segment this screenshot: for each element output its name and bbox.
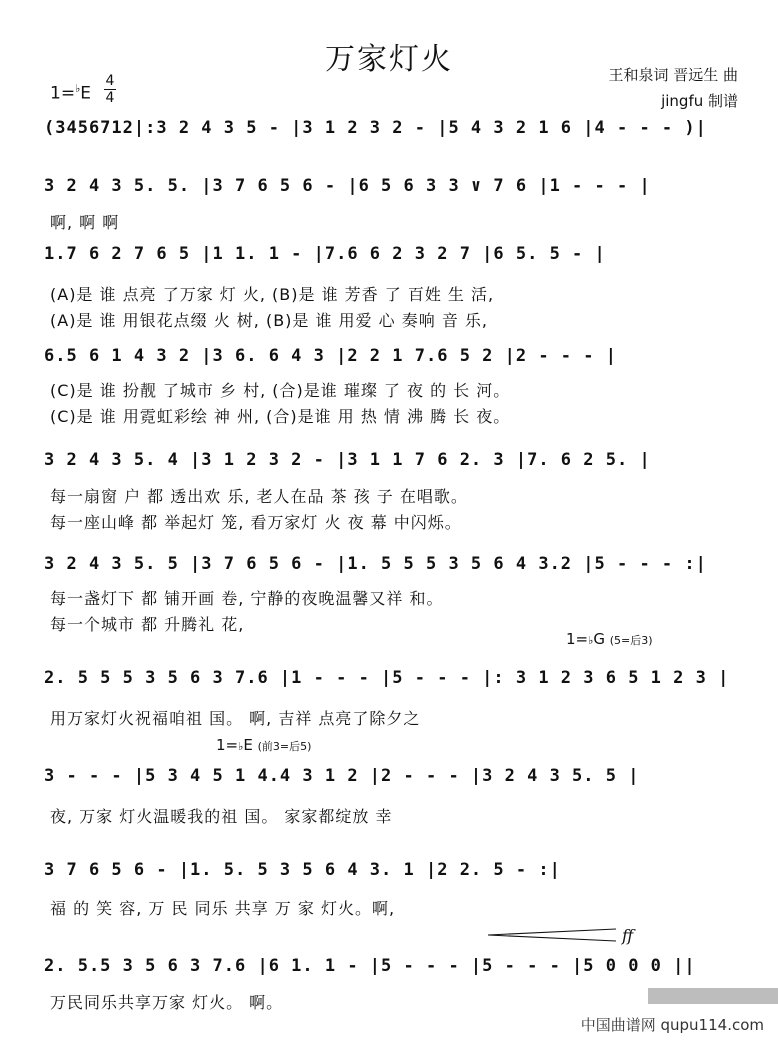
notes: 1.7 6 2 7 6 5 |1 1. 1 - |7.6 6 2 3 2 7 |6 5. 5 - | — [44, 244, 606, 264]
key-change-note: E — [243, 736, 253, 754]
page-title: 万家灯火 — [325, 42, 453, 77]
notes: (3456712|:3 2 4 3 5 - |3 1 2 3 2 - |5 4 3 2 1 6 |4 - - - )| — [44, 118, 707, 138]
key-signature — [50, 82, 91, 104]
time-sig-bottom: 4 — [105, 90, 115, 106]
time-signature — [104, 74, 116, 105]
lyric-line: 夜, 万家 灯火温暖我的祖 国。 家家都绽放 幸 — [50, 807, 393, 826]
site-watermark: 中国曲谱网 qupu114.com — [580, 1016, 764, 1034]
time-sig-top: 4 — [105, 73, 115, 89]
lyric-line: (A)是 谁 点亮 了万家 灯 火, (B)是 谁 芳香 了 百姓 生 活, — [50, 285, 495, 304]
dynamics-marking: ff — [622, 926, 634, 945]
note-line — [44, 450, 744, 478]
lyric-line: 每一扇窗 户 都 透出欢 乐, 老人在品 茶 孩 子 在唱歌。 — [50, 487, 468, 506]
note-line — [44, 766, 744, 794]
key-prefix: 1= — [50, 83, 76, 104]
lyric-line: 用万家灯火祝福咱祖 国。 啊, 吉祥 点亮了除夕之 — [50, 709, 421, 728]
key-change-label: 1= — [566, 630, 589, 648]
footer-bar — [648, 988, 778, 1004]
note-line — [44, 956, 744, 984]
flat-symbol: ♭ — [588, 634, 594, 647]
lyric-line: 福 的 笑 容, 万 民 同乐 共享 万 家 灯火。啊, — [50, 899, 396, 918]
notes: 2. 5 5 5 3 5 6 3 7.6 |1 - - - |5 - - - |: 3 1 2 3 6 5 1 2 3 | — [44, 668, 730, 688]
key-change-detail: (前3=后5) — [257, 740, 312, 753]
notes: 3 2 4 3 5. 4 |3 1 2 3 2 - |3 1 1 7 6 2. 3 |7. 6 2 5. | — [44, 450, 651, 470]
lyric-line: 万民同乐共享万家 灯火。 啊。 — [50, 993, 284, 1012]
crescendo-hairpin — [488, 928, 618, 942]
key-change — [216, 736, 311, 754]
lyric-line: 啊, 啊 啊 — [50, 213, 120, 232]
notes: 3 7 6 5 6 - |1. 5. 5 3 5 6 4 3. 1 |2 2. 5 - :| — [44, 860, 561, 880]
notes: 3 2 4 3 5. 5 |3 7 6 5 6 - |1. 5 5 5 3 5 6 4 3.2 |5 - - - :| — [44, 554, 707, 574]
note-line — [44, 346, 744, 374]
transcriber-credit: jingfu 制谱 — [661, 92, 738, 110]
lyric-line: 每一座山峰 都 举起灯 笼, 看万家灯 火 夜 幕 中闪烁。 — [50, 513, 462, 532]
note-line — [44, 860, 744, 888]
notes: 3 2 4 3 5. 5. |3 7 6 5 6 - |6 5 6 3 3 ∨ 7 6 |1 - - - | — [44, 176, 651, 196]
note-line — [44, 244, 744, 272]
note-line — [44, 668, 744, 696]
note-line — [44, 554, 744, 582]
lyric-line: (C)是 谁 扮靓 了城市 乡 村, (合)是谁 璀璨 了 夜 的 长 河。 — [50, 381, 511, 400]
note-line — [44, 176, 744, 204]
credits — [608, 62, 738, 114]
key-change-note: G — [593, 630, 605, 648]
notes: 2. 5.5 3 5 6 3 7.6 |6 1. 1 - |5 - - - |5 - - - |5 0 0 0 || — [44, 956, 696, 976]
lyric-line: 每一个城市 都 升腾礼 花, — [50, 615, 245, 634]
flat-symbol: ♭ — [238, 740, 244, 753]
lyric-line: (A)是 谁 用银花点缀 火 树, (B)是 谁 用爱 心 奏响 音 乐, — [50, 311, 489, 330]
key-change-detail: (5=后3) — [609, 634, 653, 647]
lyric-line: 每一盏灯下 都 铺开画 卷, 宁静的夜晚温馨又祥 和。 — [50, 589, 444, 608]
notes: 6.5 6 1 4 3 2 |3 6. 6 4 3 |2 2 1 7.6 5 2 |2 - - - | — [44, 346, 617, 366]
lyric-line: (C)是 谁 用霓虹彩绘 神 州, (合)是谁 用 热 情 沸 腾 长 夜。 — [50, 407, 511, 426]
notes: 3 - - - |5 3 4 5 1 4.4 3 1 2 |2 - - - |3 2 4 3 5. 5 | — [44, 766, 640, 786]
key-note: E — [80, 83, 92, 104]
key-change — [566, 630, 653, 648]
key-change-label: 1= — [216, 736, 239, 754]
note-line — [44, 118, 744, 146]
composer-credit: 王和泉词 晋远生 曲 — [608, 66, 738, 84]
flat-symbol: ♭ — [75, 82, 81, 95]
